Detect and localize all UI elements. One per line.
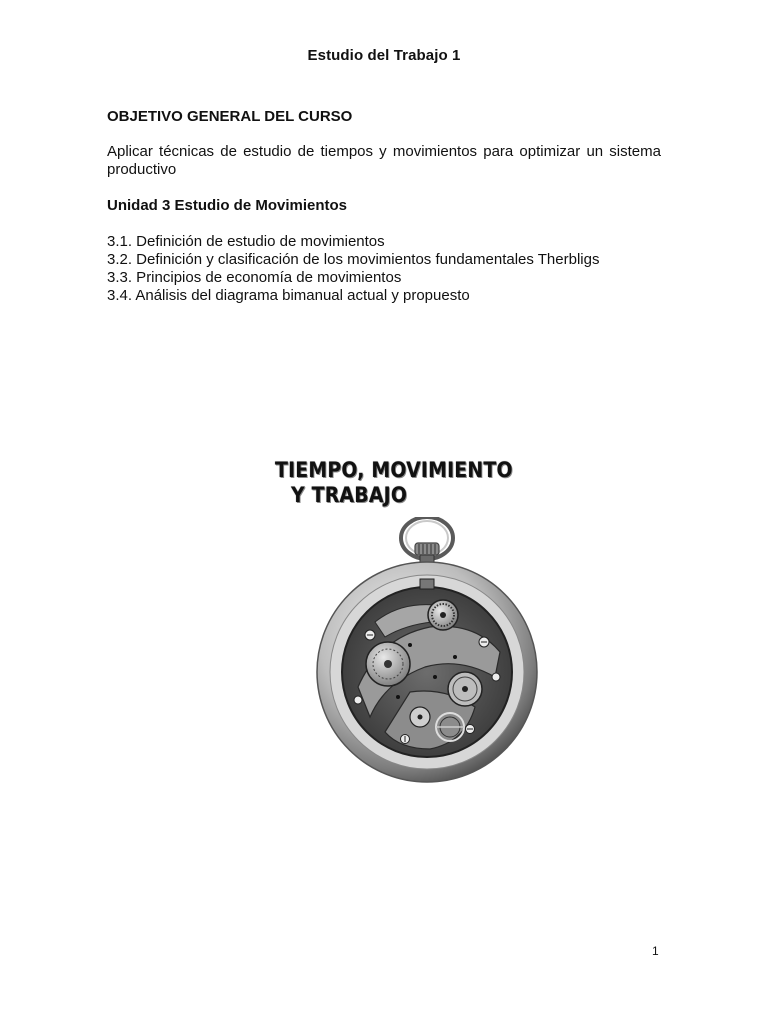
objective-paragraph [107,143,661,179]
book-cover-figure [260,452,550,787]
topic-list [107,233,599,305]
pocket-watch-icon [260,517,550,787]
objective-heading: OBJETIVO GENERAL DEL CURSO [107,108,353,125]
unit-heading: Unidad 3 Estudio de Movimientos [107,197,348,214]
document-title: Estudio del Trabajo 1 [307,47,461,64]
objective-line-1: Aplicar técnicas de estudio de tiempos y movimientos para optimizar un sistema [107,143,661,160]
objective-line-2: productivo [107,161,177,178]
topic-item: 3.3. Principios de economía de movimientos [107,269,402,286]
topic-item: 3.2. Definición y clasificación de los movimientos fundamentales Therbligs [107,251,600,268]
topic-item: 3.1. Definición de estudio de movimientos [107,233,385,250]
figure-title-line-1: TIEMPO, MOVIMIENTO [275,458,513,482]
figure-title-line-2: Y TRABAJO [291,483,408,507]
page-number: 1 [652,944,659,958]
topic-item: 3.4. Análisis del diagrama bimanual actual y propuesto [107,287,470,304]
